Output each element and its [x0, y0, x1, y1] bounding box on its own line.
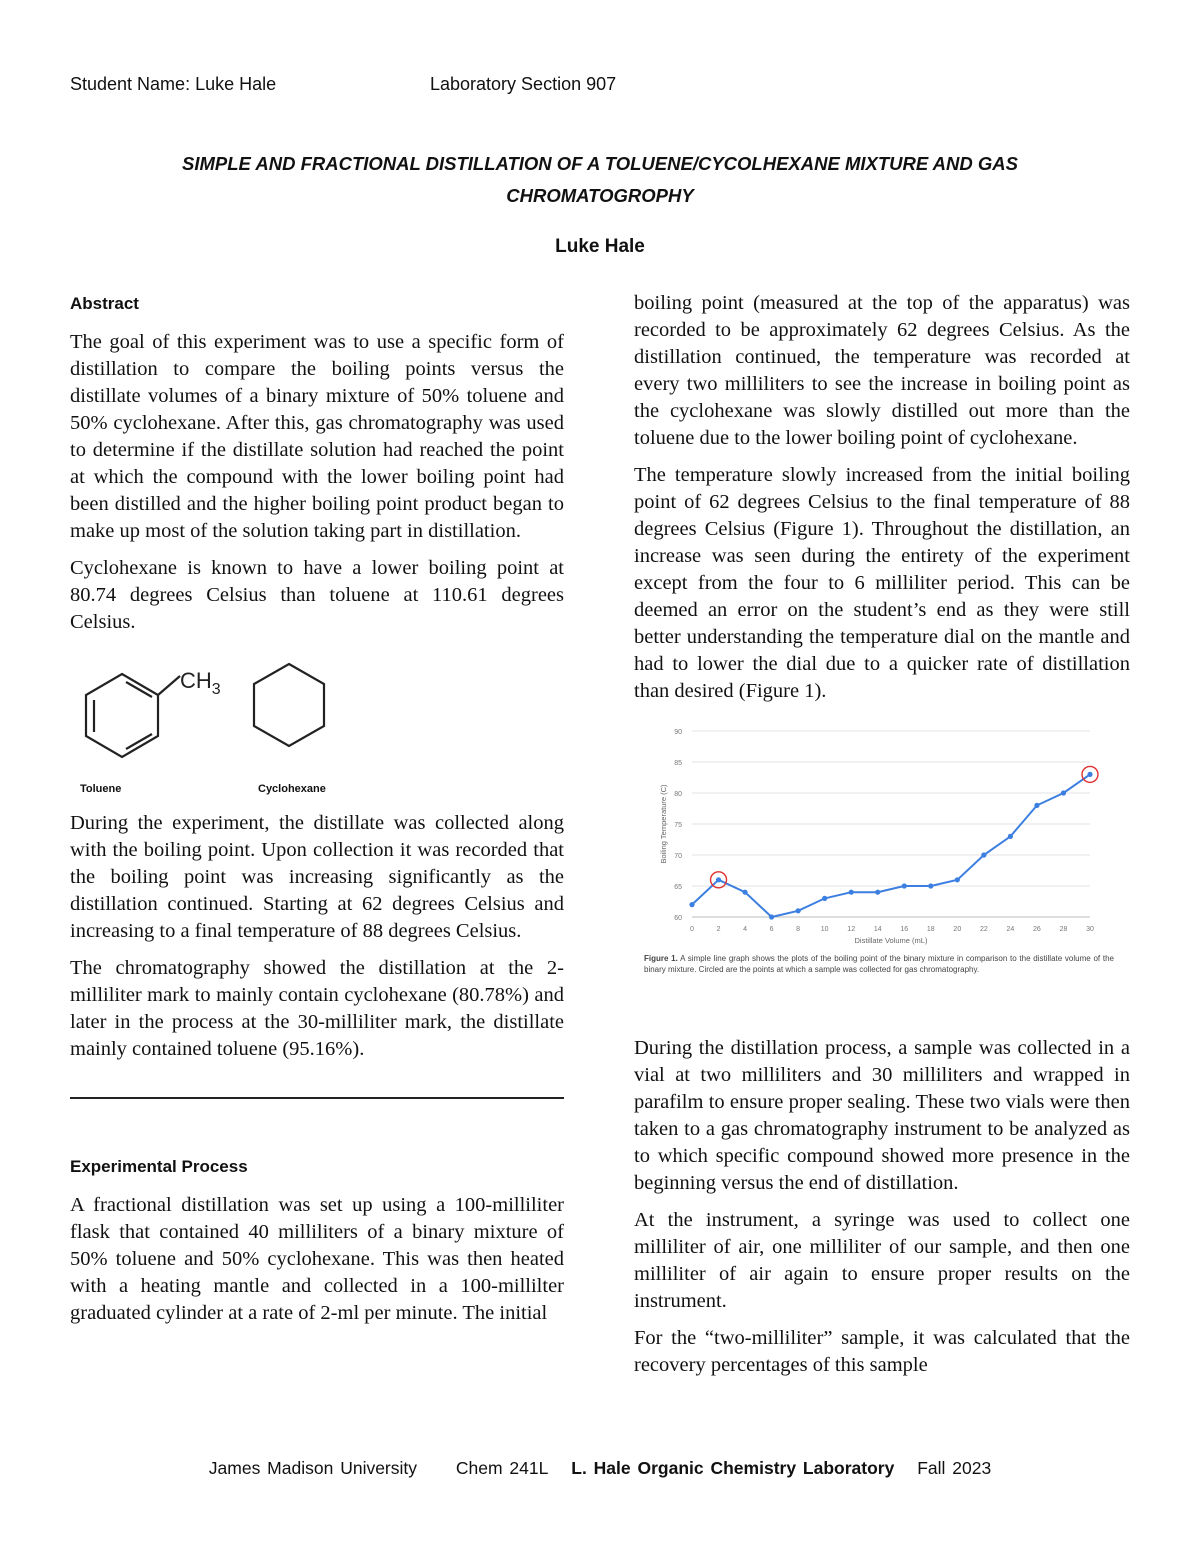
x-tick-label: 10 [820, 926, 829, 933]
left-column [70, 290, 564, 1337]
methyl-group-label: $CH_3$ [180, 668, 221, 698]
y-tick-label: 60 [674, 915, 682, 922]
x-tick-label: 8 [796, 926, 801, 933]
footer-university: James Madison University [208, 1458, 418, 1478]
data-point [716, 877, 721, 882]
x-tick-label: 18 [926, 926, 935, 933]
right-paragraph-1: boiling point (measured at the top of the apparatus) was recorded to be approximately 62 degrees Celsius. As the distillation continued, the temperature was recorded at every two milliliters to see the increase in boiling point as the cyclohexane was slowly distilled out more than the toluene due to the lower boiling point of cyclohexane. [634, 292, 1130, 449]
data-point [822, 896, 827, 901]
figure-caption-text: A simple line graph shows the plots of the boiling point of the binary mixture in comparison to the distillate volume of the binary mixture. Circled are the points at which a sample was collected for gas chromatography. [644, 954, 1114, 974]
y-tick-label: 85 [674, 760, 682, 767]
paper-title: SIMPLE AND FRACTIONAL DISTILLATION OF A TOLUENE/CYCOLHEXANE MIXTURE AND GAS CHROMATOGROPHY [182, 153, 1018, 206]
data-point [796, 908, 801, 913]
x-tick-label: 6 [769, 926, 774, 933]
experimental-heading: Experimental Process [70, 1157, 248, 1176]
right-paragraph-4: At the instrument, a syringe was used to collect one milliliter of air, one milliliter of our sample, and then one milliliter of air again to ensure proper results on the instrument. [634, 1209, 1130, 1312]
section-divider [70, 1097, 564, 1099]
data-point [981, 852, 986, 857]
x-tick-label: 2 [716, 926, 721, 933]
page-footer [0, 1458, 1200, 1479]
molecule-structures [78, 656, 358, 796]
data-point [1061, 790, 1066, 795]
abstract-paragraph-4: The chromatography showed the distillation at the 2-milliliter mark to mainly contain cyclohexane (80.78%) and later in the process at the 30-milliliter mark, the distillate mainly contained toluene (95.16%). [70, 957, 564, 1060]
toluene-structure [86, 674, 180, 757]
data-point [742, 890, 747, 895]
x-tick-label: 24 [1006, 926, 1015, 933]
figure-caption-label: Figure 1. [644, 954, 678, 963]
abstract-paragraph-3: During the experiment, the distillate was collected along with the boiling point. Upon collection it was recorded that the boiling point was increasing significantly as the distillation continued. Starting at 62 degrees Celsius and increasing to a final temperature of 88 degrees Celsius. [70, 812, 564, 942]
x-tick-label: 22 [979, 926, 988, 933]
y-tick-label: 65 [674, 884, 682, 891]
footer-term: Fall 2023 [917, 1458, 992, 1478]
y-tick-label: 90 [674, 729, 682, 736]
data-point [849, 890, 854, 895]
figure-caption [644, 953, 1114, 975]
page-header [70, 74, 770, 95]
data-point [1008, 834, 1013, 839]
cyclohexane-structure [254, 664, 324, 746]
x-tick-label: 28 [1059, 926, 1068, 933]
data-point [689, 902, 694, 907]
x-axis-label: Distillate Volume (mL) [854, 936, 928, 945]
x-tick-label: 14 [873, 926, 882, 933]
right-paragraph-2: The temperature slowly increased from the initial boiling point of 62 degrees Celsius to the final temperature of 88 degrees Celsius (Figure 1). Throughout the distillation, an increase was seen during the entirety of the experiment except from the four to 6 milliliter period. This can be deemed an error on the student’s end as they were still better understanding the temperature dial on the mantle and had to lower the dial due to a quicker rate of distillation than desired (Figure 1). [634, 464, 1130, 702]
footer-lab: L. Hale Organic Chemistry Laboratory [571, 1458, 895, 1478]
right-column [634, 290, 1130, 1389]
data-point [955, 877, 960, 882]
x-tick-label: 30 [1086, 926, 1094, 933]
data-point [769, 914, 774, 919]
footer-course: Chem 241L [455, 1458, 549, 1478]
right-paragraph-3: During the distillation process, a sample was collected in a vial at two milliliters and 30 milliliters and wrapped in parafilm to ensure proper sealing. These two vials were then taken to a gas chromatography instrument to be analyzed as to which specific compound showed more presence in the beginning versus the end of distillation. [634, 1037, 1130, 1194]
data-point [928, 883, 933, 888]
cyclohexane-label: Cyclohexane [258, 783, 326, 795]
x-tick-label: 26 [1033, 926, 1041, 933]
abstract-paragraph-2: Cyclohexane is known to have a lower boiling point at 80.74 degrees Celsius than toluene at 110.61 degrees Celsius. [70, 557, 564, 633]
x-tick-label: 4 [743, 926, 748, 933]
author-name: Luke Hale [555, 236, 645, 257]
data-point [1034, 803, 1039, 808]
lab-section: Laboratory Section 907 [430, 74, 617, 94]
data-point [902, 883, 907, 888]
x-tick-label: 12 [847, 926, 856, 933]
x-tick-label: 0 [690, 926, 694, 933]
figure-1 [644, 719, 1114, 1019]
student-name: Student Name: Luke Hale [70, 74, 277, 94]
abstract-paragraph-1: The goal of this experiment was to use a specific form of distillation to compare the boiling points versus the distillate volumes of a binary mixture of 50% toluene and 50% cyclohexane. After this, gas chromatography was used to determine if the distillate solution had reached the point at which the compound with the lower boiling point had been distilled and the higher boiling point product began to make up most of the solution taking part in distillation. [70, 331, 564, 542]
molecule-drawing [78, 656, 358, 776]
abstract-heading: Abstract [70, 294, 139, 313]
boiling-point-chart [644, 719, 1104, 949]
y-tick-label: 75 [674, 822, 682, 829]
y-tick-label: 80 [674, 791, 682, 798]
right-paragraph-5: For the “two-milliliter” sample, it was calculated that the recovery percentages of this sample [634, 1327, 1130, 1376]
series-line [692, 774, 1090, 917]
y-tick-label: 70 [674, 853, 682, 860]
x-tick-label: 16 [900, 926, 909, 933]
x-tick-label: 20 [953, 926, 962, 933]
toluene-label: Toluene [80, 783, 122, 795]
experimental-paragraph-1: A fractional distillation was set up using a 100-milliliter flask that contained 40 milliliters of a binary mixture of 50% toluene and 50% cyclohexane. This was then heated with a heating mantle and collected in a 100-millilter graduated cylinder at a rate of 2-ml per minute. The initial [70, 1194, 564, 1324]
data-point [1087, 772, 1092, 777]
y-axis-label: Boiling Temperature (C) [659, 784, 668, 864]
data-point [875, 890, 880, 895]
